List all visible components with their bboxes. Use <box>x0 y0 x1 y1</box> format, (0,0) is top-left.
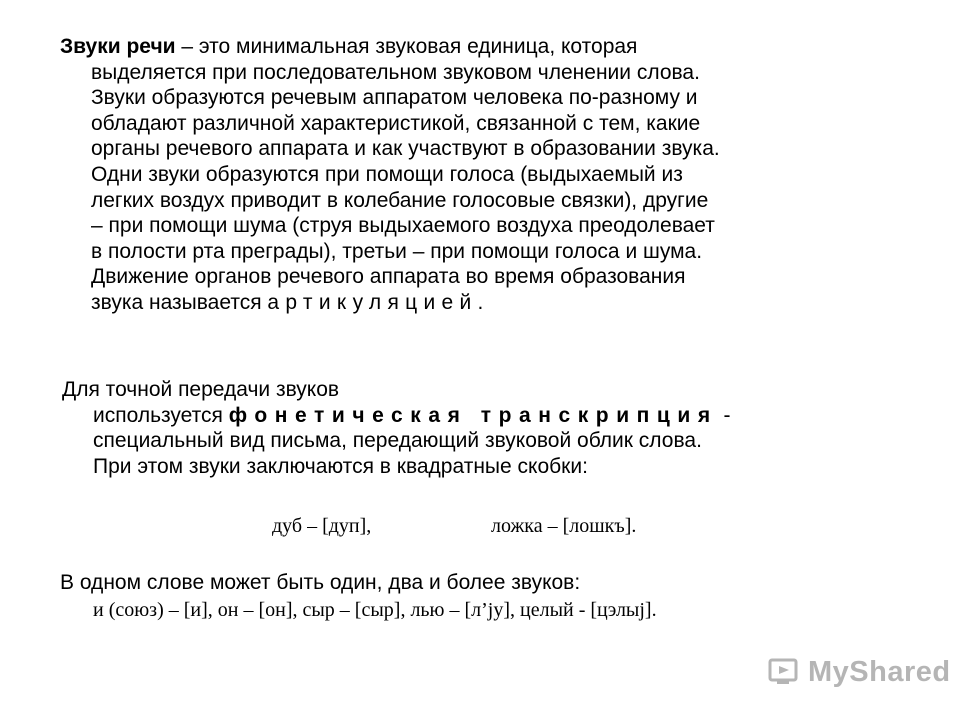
text-fragment: – это минимальная звуковая единица, которая <box>175 35 638 58</box>
text-line: в полости рта преграды), третьи – при помощи голоса и шума. <box>91 239 703 263</box>
text-line: Движение органов речевого аппарата во время образования <box>91 265 686 289</box>
watermark-text: MyShared <box>808 656 951 688</box>
text-line: Одни звуки образуются при помощи голоса (выдыхаемый из <box>91 162 683 186</box>
watermark <box>768 654 951 694</box>
text-line <box>62 403 731 429</box>
myshared-logo-icon <box>768 658 802 688</box>
text-line: При этом звуки заключаются в квадратные скобки: <box>93 454 588 478</box>
text-line: выделяется при последовательном звуковом членении слова. <box>91 60 700 84</box>
text-line: В одном слове может быть один, два и более звуков: <box>60 571 581 594</box>
text-fragment: используется <box>93 403 229 427</box>
text-line: органы речевого аппарата и как участвуют в образовании звука. <box>91 137 720 161</box>
text-fragment: - <box>717 403 731 427</box>
text-line: обладают различной характеристикой, связанной с тем, какие <box>91 111 701 135</box>
term-articulation: артикуляцией <box>267 290 478 314</box>
example-dub: дуб – [дуп], <box>272 515 372 537</box>
text-line: Звуки образуются речевым аппаратом человека по-разному и <box>91 86 698 110</box>
text-line: специальный вид письма, передающий звуковой облик слова. <box>93 429 702 453</box>
term-speech-sounds: Звуки речи <box>60 35 176 58</box>
text-line <box>60 290 720 316</box>
term-phonetic-transcription: фонетическая транскрипция <box>228 403 718 427</box>
example-lozhka: ложка – [лошкъ]. <box>491 515 637 537</box>
paragraph-speech-sounds <box>60 34 720 316</box>
text-line: легких воздух приводит в колебание голосовые связки), другие <box>91 188 709 212</box>
text-line: Для точной передачи звуков <box>62 378 340 401</box>
text-fragment: звука называется <box>91 290 268 314</box>
text-fragment: . <box>477 290 484 314</box>
paragraph-transcription <box>62 377 731 479</box>
text-line: – при помощи шума (струя выдыхаемого воздуха преодолевает <box>91 214 715 238</box>
text-line <box>60 34 720 60</box>
paragraph-sound-count <box>60 570 657 624</box>
examples-line: и (союз) – [и], он – [он], сыр – [сыр], лью – [л’jу], целый - [цэлыj]. <box>93 598 657 621</box>
